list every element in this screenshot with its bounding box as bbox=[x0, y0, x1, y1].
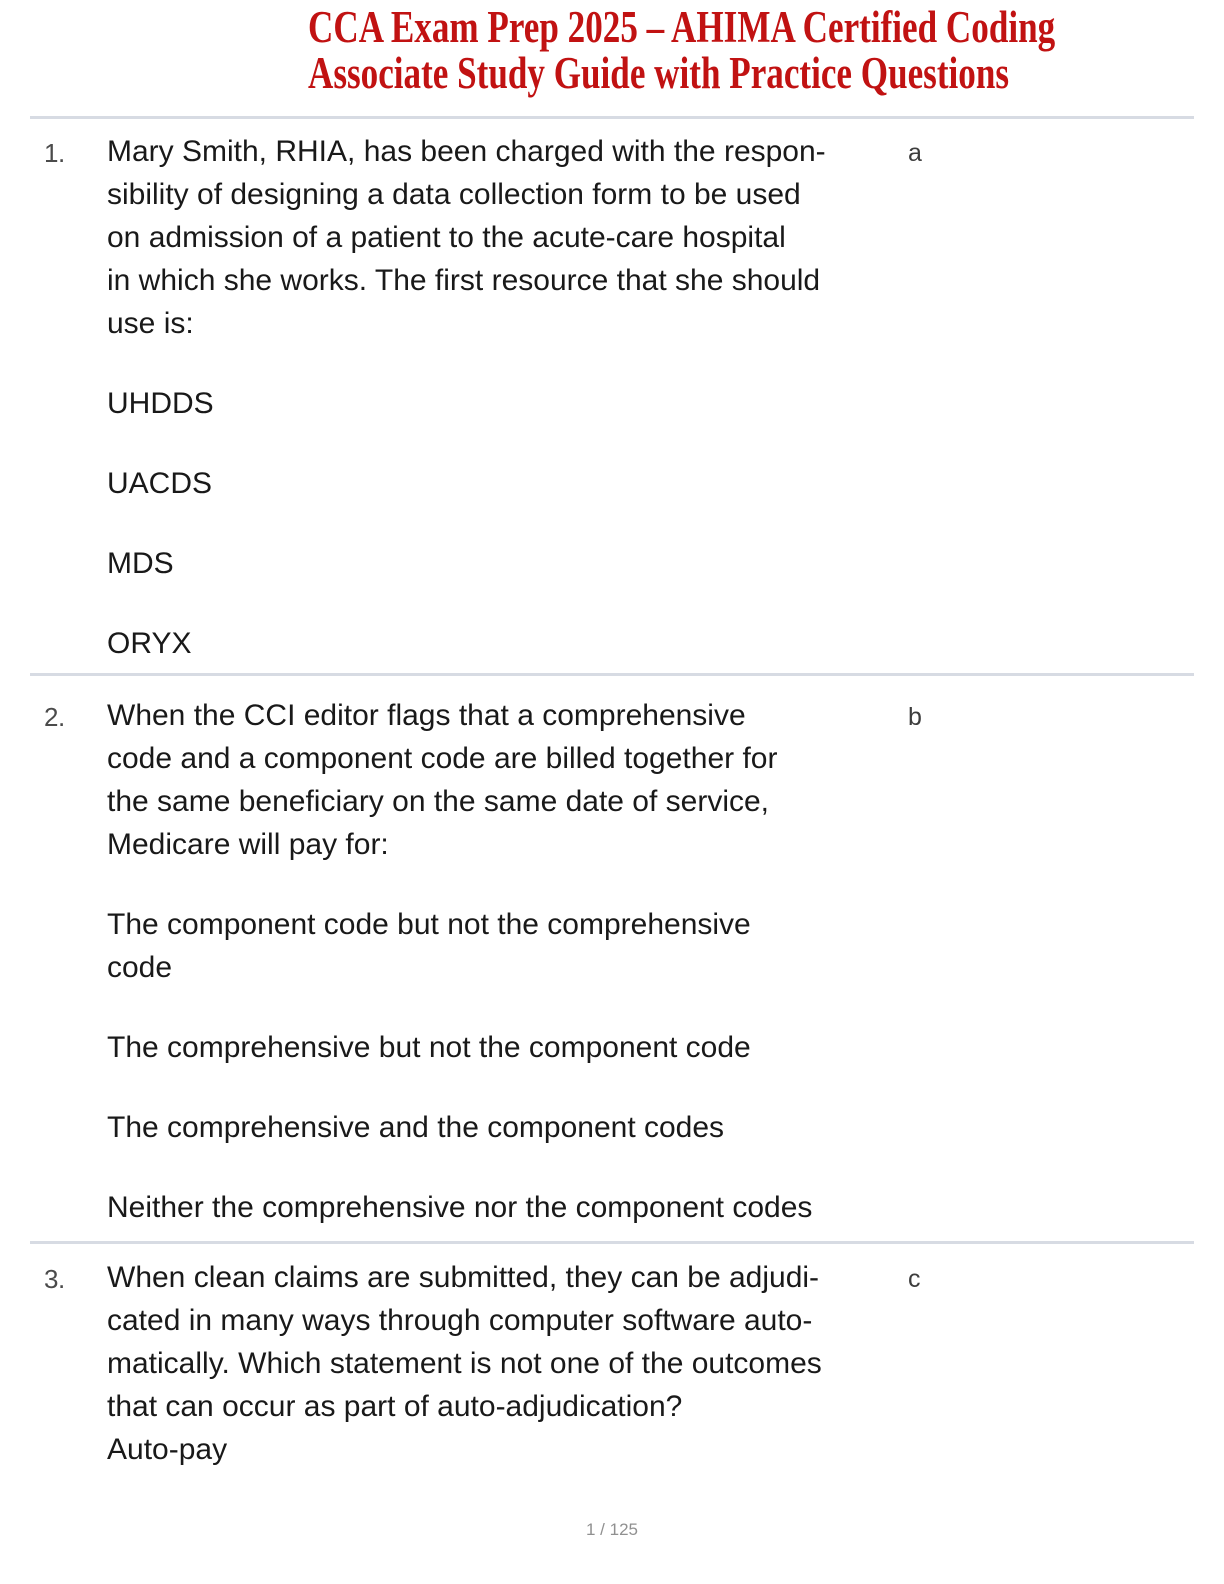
answer-letter: b bbox=[908, 703, 922, 731]
question-body bbox=[107, 694, 917, 1229]
answer-letter: a bbox=[908, 139, 922, 167]
option-text: The component code but not the comprehensive code bbox=[107, 908, 751, 984]
question-body bbox=[107, 130, 917, 665]
option-text: The comprehensive but not the component code bbox=[107, 1031, 751, 1064]
question-item-3 bbox=[0, 1256, 1224, 1471]
question-number: 2. bbox=[44, 702, 65, 732]
option-text: MDS bbox=[107, 547, 174, 580]
question-text-line: sibility of designing a data collection form to be used bbox=[107, 178, 801, 211]
option-text: UACDS bbox=[107, 467, 213, 500]
question-text-line: matically. Which statement is not one of the outcomes bbox=[107, 1347, 822, 1380]
question-item-2 bbox=[0, 694, 1224, 1229]
question-text-line: Mary Smith, RHIA, has been charged with the respon- bbox=[107, 135, 826, 168]
question-number: 1. bbox=[44, 138, 65, 168]
divider-header bbox=[30, 116, 1194, 119]
option-text: ORYX bbox=[107, 627, 192, 660]
question-body bbox=[107, 1256, 917, 1471]
question-text-line: code and a component code are billed together for bbox=[107, 742, 778, 775]
question-text-line: that can occur as part of auto-adjudication? bbox=[107, 1390, 683, 1423]
question-text-line: the same beneficiary on the same date of service, bbox=[107, 785, 770, 818]
question-text-line: cated in many ways through computer software auto- bbox=[107, 1304, 813, 1337]
option-text: Auto-pay bbox=[107, 1433, 228, 1466]
divider-question-2-3 bbox=[30, 1241, 1194, 1244]
question-text-line: on admission of a patient to the acute-care hospital bbox=[107, 221, 786, 254]
divider-question-1-2 bbox=[30, 673, 1194, 676]
page-number: 1 / 125 bbox=[586, 1520, 638, 1539]
question-item-1 bbox=[0, 130, 1224, 665]
question-text-line: When the CCI editor flags that a comprehensive bbox=[107, 699, 746, 732]
option-text: Neither the comprehensive nor the component codes bbox=[107, 1191, 813, 1224]
question-text-line: in which she works. The first resource that she should bbox=[107, 264, 821, 297]
option-text: UHDDS bbox=[107, 387, 214, 420]
question-text-line: Medicare will pay for: bbox=[107, 828, 389, 861]
question-text-line: When clean claims are submitted, they can be adjudi- bbox=[107, 1261, 820, 1294]
option-text: The comprehensive and the component codes bbox=[107, 1111, 725, 1144]
page-title-line-2: Associate Study Guide with Practice Questions bbox=[308, 48, 1010, 98]
page-title bbox=[308, 4, 1224, 96]
question-number: 3. bbox=[44, 1264, 65, 1294]
page-title-line-1: CCA Exam Prep 2025 – AHIMA Certified Coding bbox=[308, 2, 1056, 52]
answer-letter: c bbox=[908, 1265, 921, 1293]
question-text-line: use is: bbox=[107, 307, 194, 340]
